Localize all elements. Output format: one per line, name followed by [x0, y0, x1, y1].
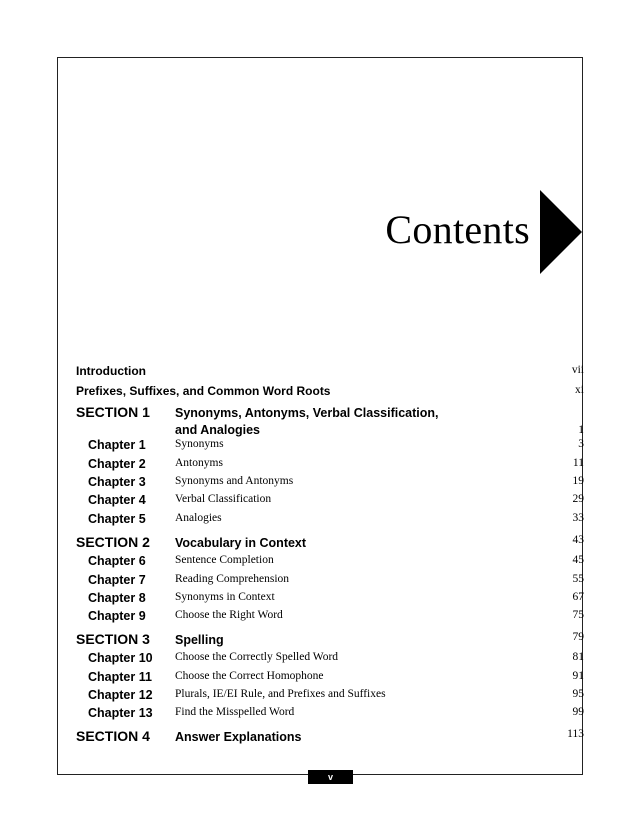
chapter-title: Verbal Classification	[175, 493, 272, 505]
toc-chapter-11[interactable]	[76, 670, 584, 688]
page-number: 1	[578, 424, 584, 436]
toc-chapter-13[interactable]	[76, 706, 584, 724]
page-number: vii	[571, 364, 584, 376]
page-number: 81	[572, 651, 584, 663]
chapter-title: Synonyms and Antonyms	[175, 475, 294, 487]
page-number: 99	[572, 706, 584, 718]
chapter-label: Chapter 2	[88, 457, 146, 471]
chapter-title: Choose the Right Word	[175, 609, 283, 621]
page-number: 67	[572, 591, 584, 603]
page-number-tab: v	[308, 770, 353, 784]
toc-entry-introduction[interactable]	[76, 364, 584, 382]
toc-section-3[interactable]	[76, 631, 584, 649]
toc-chapter-1[interactable]	[76, 438, 584, 456]
chapter-title: Choose the Correctly Spelled Word	[175, 651, 339, 663]
page-number: xi	[575, 384, 584, 396]
chapter-title: Sentence Completion	[175, 554, 274, 566]
chapter-label: Chapter 4	[88, 493, 146, 507]
chapter-label: Chapter 7	[88, 573, 146, 587]
chapter-label: Chapter 10	[88, 651, 153, 665]
section-title: Spelling	[175, 633, 224, 647]
page-number: 75	[572, 609, 584, 621]
section-label: SECTION 2	[76, 534, 150, 550]
section-label: SECTION 3	[76, 631, 150, 647]
toc-entry-prefixes[interactable]	[76, 384, 584, 402]
toc-chapter-6[interactable]	[76, 554, 584, 572]
section-title-line1: Synonyms, Antonyms, Verbal Classification,	[175, 406, 439, 420]
toc-chapter-10[interactable]	[76, 651, 584, 669]
section-label: SECTION 4	[76, 728, 150, 744]
chapter-label: Chapter 3	[88, 475, 146, 489]
section-title: Vocabulary in Context	[175, 536, 307, 550]
toc-chapter-5[interactable]	[76, 512, 584, 530]
page-number: 55	[572, 573, 584, 585]
chapter-title: Find the Misspelled Word	[175, 706, 295, 718]
toc-chapter-7[interactable]	[76, 573, 584, 591]
section-title-line2: and Analogies	[175, 423, 260, 437]
chapter-label: Chapter 1	[88, 438, 146, 452]
page-number: 33	[572, 512, 584, 524]
page-number: 91	[572, 670, 584, 682]
chapter-title: Plurals, IE/EI Rule, and Prefixes and Suffixes	[175, 688, 386, 700]
arrow-right-icon	[540, 190, 582, 274]
page-number: 19	[572, 475, 584, 487]
chapter-title: Synonyms	[175, 438, 224, 450]
page-number: 43	[572, 534, 584, 546]
toc-chapter-3[interactable]	[76, 475, 584, 493]
chapter-label: Chapter 6	[88, 554, 146, 568]
chapter-title: Analogies	[175, 512, 222, 524]
section-title: Answer Explanations	[175, 730, 302, 744]
chapter-title: Choose the Correct Homophone	[175, 670, 324, 682]
section-label: SECTION 1	[76, 404, 150, 420]
toc-chapter-2[interactable]	[76, 457, 584, 475]
entry-label: Introduction	[76, 364, 146, 378]
chapter-title: Reading Comprehension	[175, 573, 290, 585]
page-number: 79	[572, 631, 584, 643]
toc-section-2[interactable]	[76, 534, 584, 552]
page-number: 113	[567, 728, 584, 740]
chapter-label: Chapter 9	[88, 609, 146, 623]
toc-chapter-4[interactable]	[76, 493, 584, 511]
page-number: 3	[578, 438, 584, 450]
chapter-label: Chapter 8	[88, 591, 146, 605]
chapter-label: Chapter 11	[88, 670, 152, 684]
chapter-title: Synonyms in Context	[175, 591, 275, 603]
entry-label: Prefixes, Suffixes, and Common Word Roots	[76, 384, 331, 398]
page-number: 29	[572, 493, 584, 505]
chapter-label: Chapter 12	[88, 688, 153, 702]
toc-chapter-12[interactable]	[76, 688, 584, 706]
contents-title: Contents	[385, 207, 530, 252]
toc-chapter-9[interactable]	[76, 609, 584, 627]
chapter-label: Chapter 5	[88, 512, 146, 526]
page-number: 45	[572, 554, 584, 566]
chapter-title: Antonyms	[175, 457, 223, 469]
page-number: 11	[572, 457, 584, 469]
chapter-label: Chapter 13	[88, 706, 153, 720]
toc-chapter-8[interactable]	[76, 591, 584, 609]
page-number: 95	[572, 688, 584, 700]
toc-section-1[interactable]	[76, 404, 584, 440]
toc-section-4[interactable]	[76, 728, 584, 746]
